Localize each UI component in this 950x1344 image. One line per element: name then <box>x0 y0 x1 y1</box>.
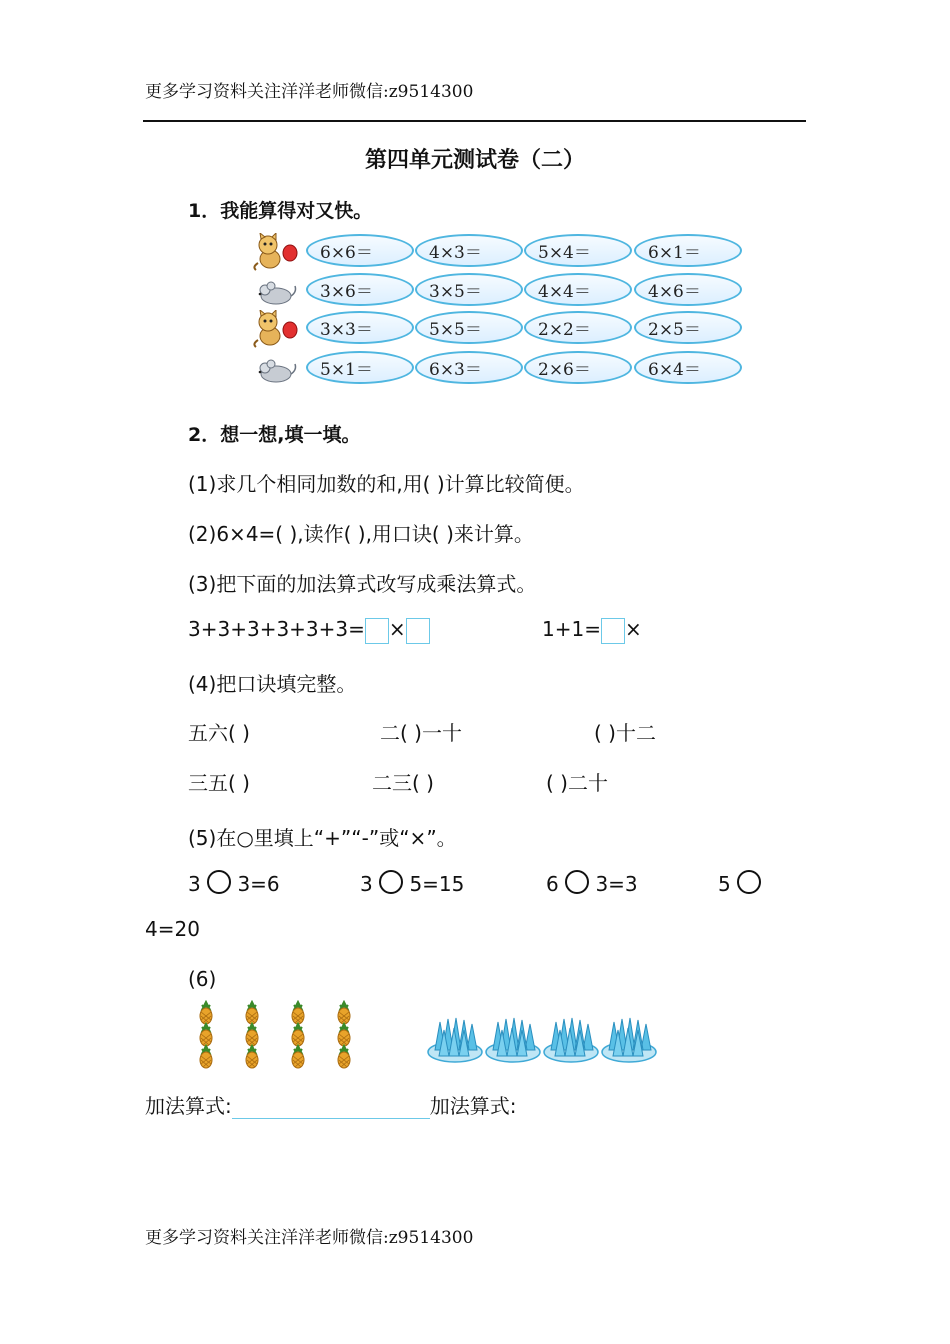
multiplication-problem: 6×6＝ <box>306 234 414 267</box>
multiplication-problem: 5×5＝ <box>415 311 523 344</box>
times-sign: × <box>624 617 642 641</box>
q2-heading: 2．想一想,填一填。 <box>188 424 361 446</box>
cat-icon <box>252 233 298 269</box>
q2-part4: (4)把口诀填完整。 <box>188 672 357 696</box>
answer-line[interactable] <box>232 1096 430 1119</box>
addition-formula-label: 加法算式: <box>145 1094 232 1118</box>
times-sign: × <box>388 617 406 641</box>
multiplication-problem: 4×4＝ <box>524 273 632 306</box>
operator-item <box>188 870 280 896</box>
multiplication-problem: 6×1＝ <box>634 234 742 267</box>
multiplication-problem: 5×4＝ <box>524 234 632 267</box>
q2-part6: (6) <box>188 967 217 991</box>
operator-circle[interactable] <box>565 870 589 894</box>
page-title: 第四单元测试卷（二） <box>364 147 585 173</box>
multiplication-problem: 3×3＝ <box>306 311 414 344</box>
multiplication-problem: 6×3＝ <box>415 351 523 384</box>
mouse-icon <box>252 272 298 308</box>
answer-box[interactable] <box>601 618 625 644</box>
pineapple-group <box>192 1000 362 1072</box>
operator-circle[interactable] <box>379 870 403 894</box>
mnemonic-blank: 二三( ) <box>372 771 434 795</box>
operand-result: 3=6 <box>237 872 280 896</box>
answer-box[interactable] <box>406 618 430 644</box>
multiplication-problem: 2×2＝ <box>524 311 632 344</box>
mnemonic-blank: ( )二十 <box>546 771 608 795</box>
operator-circle[interactable] <box>207 870 231 894</box>
q2-part3-right-text: 1+1= <box>542 617 601 641</box>
mnemonic-blank: 三五( ) <box>188 771 250 795</box>
addition-formula-label: 加法算式: <box>429 1094 517 1118</box>
multiplication-problem: 2×6＝ <box>524 351 632 384</box>
cat-icon <box>252 310 298 346</box>
multiplication-problem: 3×6＝ <box>306 273 414 306</box>
operand: 3 <box>188 872 201 896</box>
operand-result: 5=15 <box>409 872 465 896</box>
operand: 5 <box>718 872 731 896</box>
operand-result: 3=3 <box>595 872 638 896</box>
answer-box[interactable] <box>365 618 389 644</box>
pineapple-icon-grid <box>192 1000 362 1072</box>
operator-circle[interactable] <box>737 870 761 894</box>
mnemonic-blank: 五六( ) <box>188 721 250 745</box>
operator-item <box>718 870 761 896</box>
multiplication-problem: 5×1＝ <box>306 351 414 384</box>
header-note: 更多学习资料关注洋洋老师微信:z9514300 <box>145 82 474 102</box>
operand: 3 <box>360 872 373 896</box>
q2-part3: (3)把下面的加法算式改写成乘法算式。 <box>188 572 537 596</box>
header-divider <box>143 120 806 122</box>
addition-formula-1 <box>145 1090 517 1119</box>
q2-part3-left-equation <box>188 617 430 644</box>
q2-part2: (2)6×4=( ),读作( ),用口诀( )来计算。 <box>188 522 534 546</box>
operator-item-wrap: 4=20 <box>145 917 200 941</box>
operator-item <box>360 870 464 896</box>
operator-item <box>546 870 638 896</box>
q2-part3-right-equation <box>542 617 642 644</box>
q2-part5: (5)在○里填上“+”“-”或“×”。 <box>188 826 457 850</box>
multiplication-problem: 2×5＝ <box>634 311 742 344</box>
watermelon-plates <box>426 1016 662 1068</box>
multiplication-problem: 4×6＝ <box>634 273 742 306</box>
operand: 6 <box>546 872 559 896</box>
watermelon-plate-icons <box>426 1016 662 1068</box>
multiplication-problem: 4×3＝ <box>415 234 523 267</box>
q2-part1: (1)求几个相同加数的和,用( )计算比较简便。 <box>188 472 585 496</box>
mnemonic-blank: ( )十二 <box>594 721 656 745</box>
footer-note: 更多学习资料关注洋洋老师微信:z9514300 <box>145 1228 474 1248</box>
multiplication-problem: 3×5＝ <box>415 273 523 306</box>
q2-part3-left-text: 3+3+3+3+3+3= <box>188 617 365 641</box>
mnemonic-blank: 二( )一十 <box>380 721 462 745</box>
multiplication-problem: 6×4＝ <box>634 351 742 384</box>
q1-heading: 1．我能算得对又快。 <box>188 200 373 222</box>
mouse-icon <box>252 350 298 386</box>
